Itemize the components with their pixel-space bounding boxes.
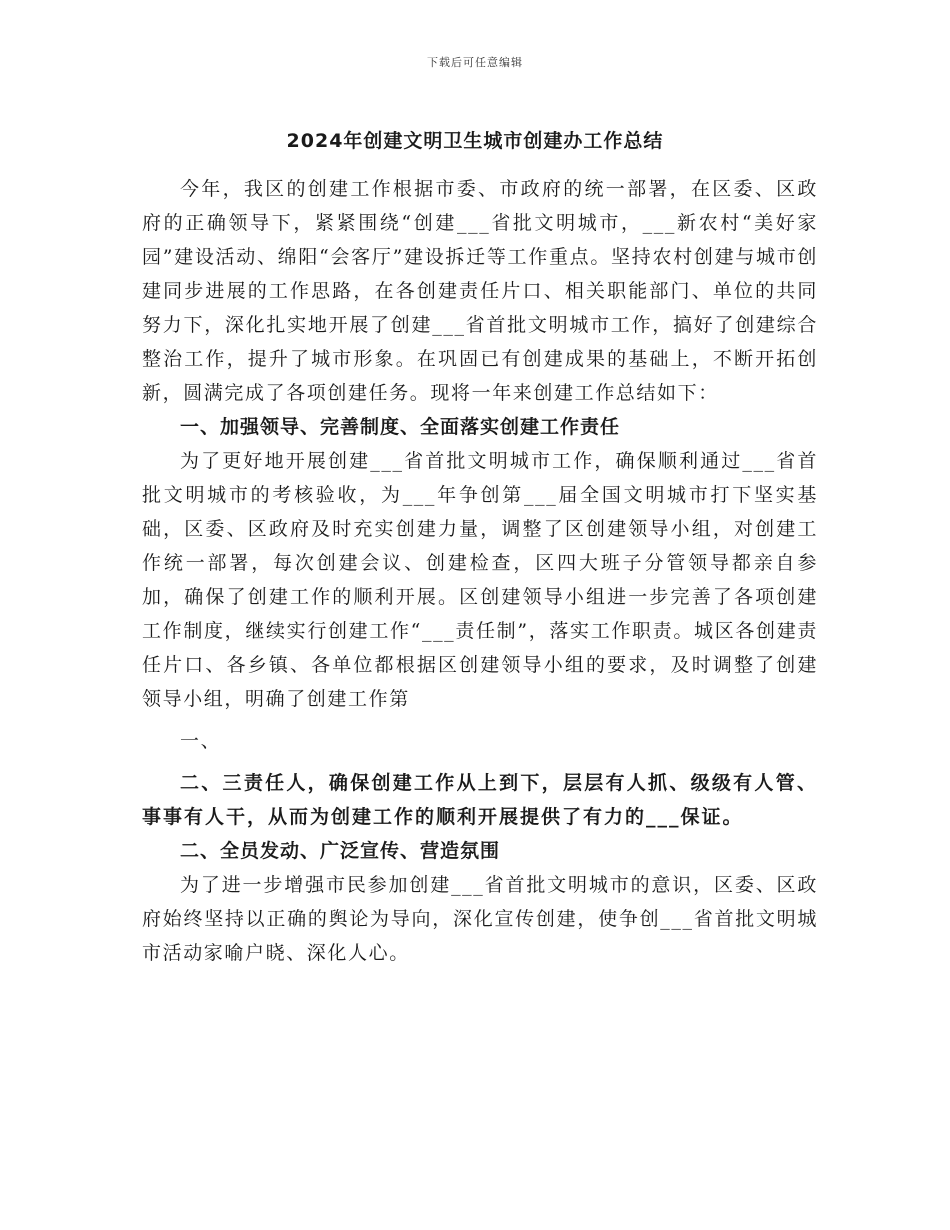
paragraph-section-2: 为了进一步增强市民参加创建___省首批文明城市的意识，区委、区政府始终坚持以正确的舆论为导向，深化宣传创建，使争创___省首批文明城市活动家喻户晓、深化人心。 (142, 874, 818, 964)
section-heading-1: 一、加强领导、完善制度、全面落实创建工作责任 (180, 416, 621, 438)
paragraph-intro: 今年，我区的创建工作根据市委、市政府的统一部署，在区委、区政府的正确领导下，紧紧围绕“创建___省批文明城市，___新农村“美好家园”建设活动、绵阳“会客厅”建设拆迁等工作重点。坚持农村创建与城市创建同步进展的工作思路，在各创建责任片口、相关职能部门、单位的共同努力下，深化扎实地开展了创建___省首批文明城市工作，搞好了创建综合整治工作，提升了城市形象。在巩固已有创建成果的基础上，不断开拓创新，圆满完成了各项创建任务。现将一年来创建工作总结如下： (142, 178, 818, 404)
paragraph-responsibility: 二、三责任人，确保创建工作从上到下，层层有人抓、级级有人管、事事有人干，从而为创建工作的顺利开展提供了有力的___保证。 (142, 772, 818, 828)
document-body (142, 172, 818, 970)
paragraph-section-1: 为了更好地开展创建___省首批文明城市工作，确保顺利通过___省首批文明城市的考核验收，为___年争创第___届全国文明城市打下坚实基础，区委、区政府及时充实创建力量，调整了区创建领导小组，对创建工作统一部署，每次创建会议、创建检查，区四大班子分管领导都亲自参加，确保了创建工作的顺利开展。区创建领导小组进一步完善了各项创建工作制度，继续实行创建工作“___责任制”，落实工作职责。城区各创建责任片口、各乡镇、各单位都根据区创建领导小组的要求，及时调整了创建领导小组，明确了创建工作第 (142, 450, 818, 710)
page-header-note: 下载后可任意编辑 (427, 56, 523, 69)
document-title: 2024年创建文明卫生城市创建办工作总结 (286, 130, 664, 152)
paragraph-fragment: 一、 (180, 730, 222, 752)
section-heading-2: 二、全员发动、广泛宣传、营造氛围 (180, 840, 501, 862)
